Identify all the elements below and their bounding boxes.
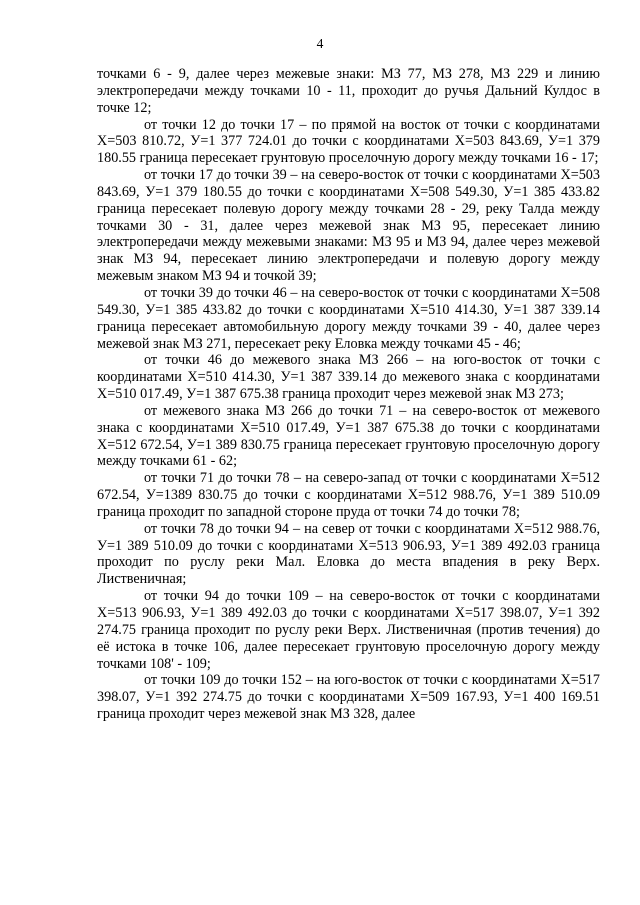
paragraph: от межевого знака МЗ 266 до точки 71 – на северо-восток от межевого знака с координатами Х=510 017.49, У=1 387 675.38 до точки с координатами Х=512 672.54, У=1 389 830.75 граница пересекает грунтовую проселочную дорогу между точками 61 - 62; [97, 402, 600, 470]
paragraph: от точки 46 до межевого знака МЗ 266 – на юго-восток от точки с координатами Х=510 414.30, У=1 387 339.14 до межевого знака с координатами Х=510 017.49, У=1 387 675.38 граница проходит через межевой знак МЗ 273; [97, 352, 600, 403]
document-body [97, 66, 600, 723]
paragraph: от точки 109 до точки 152 – на юго-восток от точки с координатами Х=517 398.07, У=1 392 274.75 до точки с координатами Х=509 167.93, У=1 400 169.51 граница проходит через межевой знак МЗ 328, далее [97, 672, 600, 723]
paragraph: от точки 94 до точки 109 – на северо-восток от точки с координатами Х=513 906.93, У=1 389 492.03 до точки с координатами Х=517 398.07, У=1 392 274.75 граница проходит по руслу реки Верх. Лиственичная (против течения) до её истока в точке 106, далее пересекает грунтовую проселочную дорогу между точками 108' - 109; [97, 588, 600, 672]
paragraph: от точки 71 до точки 78 – на северо-запад от точки с координатами Х=512 672.54, У=1389 830.75 до точки с координатами Х=512 988.76, У=1 389 510.09 граница проходит по западной стороне пруда от точки 74 до точки 78; [97, 470, 600, 520]
paragraph: от точки 78 до точки 94 – на север от точки с координатами Х=512 988.76, У=1 389 510.09 до точки с координатами Х=513 906.93, У=1 389 492.03 граница проходит по руслу реки Мал. Еловка до места впадения в реку Верх. Лиственичная; [97, 520, 600, 588]
paragraph: от точки 17 до точки 39 – на северо-восток от точки с координатами Х=503 843.69, У=1 379 180.55 до точки с координатами Х=508 549.30, У=1 385 433.82 граница пересекает полевую дорогу между точками 28 - 29, реку Талда между точками 30 - 31, далее через межевой знак МЗ 95, пересекает линию электропередачи между межевыми знаками: МЗ 95 и МЗ 94, далее через межевой знак МЗ 94, пересекает линию электропередачи и полевую дорогу между межевым знаком МЗ 94 и точкой 39; [97, 167, 600, 285]
paragraph: от точки 39 до точки 46 – на северо-восток от точки с координатами Х=508 549.30, У=1 385 433.82 до точки с координатами Х=510 414.30, У=1 387 339.14 граница пересекает автомобильную дорогу между точками 39 - 40, далее через межевой знак МЗ 271, пересекает реку Еловка между точками 45 - 46; [97, 284, 600, 352]
paragraph: от точки 12 до точки 17 – по прямой на восток от точки с координатами Х=503 810.72, У=1 377 724.01 до точки с координатами Х=503 843.69, У=1 379 180.55 граница пересекает грунтовую проселочную дорогу между точками 16 - 17; [97, 116, 600, 167]
paragraph: точками 6 - 9, далее через межевые знаки: МЗ 77, МЗ 278, МЗ 229 и линию электропередачи между точками 10 - 11, проходит до ручья Дальний Кулдос в точке 12; [97, 66, 600, 116]
page-number: 4 [316, 36, 324, 51]
